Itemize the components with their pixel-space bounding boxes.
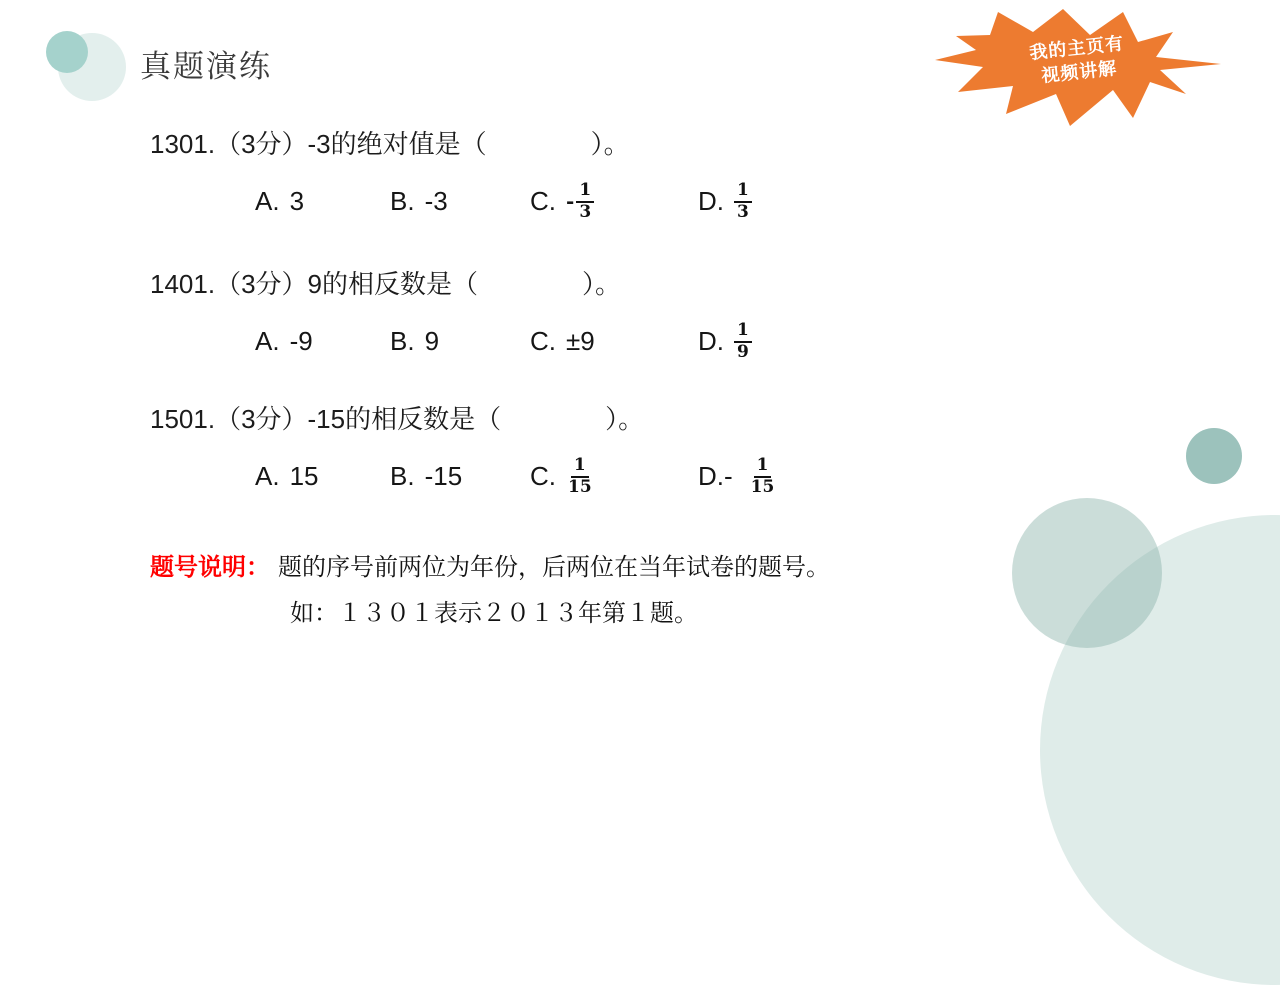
question-1401 [150, 266, 850, 370]
fraction-numerator: 1 [734, 321, 752, 343]
option-d [698, 455, 850, 496]
option-value: ±9 [566, 325, 595, 356]
option-label: A. [255, 185, 280, 216]
fraction [566, 456, 594, 497]
fraction-denominator: 9 [737, 342, 749, 362]
fraction-denominator: 3 [579, 202, 592, 222]
option-value: 3 [289, 185, 305, 216]
option-value: -15 [424, 460, 463, 491]
fraction [734, 321, 752, 362]
fraction-denominator: 3 [737, 202, 749, 222]
option-label: C. [530, 325, 556, 356]
option-label: C. [530, 185, 556, 216]
option-b [390, 186, 530, 217]
option-c [530, 455, 698, 496]
option-value: 9 [424, 325, 440, 356]
question-text: 1301.（3分）-3的绝对值是（ ）。 [150, 129, 630, 159]
option-label: B. [390, 325, 415, 356]
decorative-circle-bottom-right-medium [1012, 498, 1162, 648]
badge-line-2: 视频讲解 [1040, 58, 1119, 86]
fraction [734, 181, 752, 222]
option-label: D.- [698, 460, 733, 491]
option-value: -9 [289, 325, 313, 356]
fraction-numerator: 1 [734, 181, 752, 203]
badge-line-1: 我的主页有 [1028, 33, 1126, 63]
option-label: C. [530, 460, 556, 491]
question-1301 [150, 126, 850, 230]
decorative-circle-bottom-right-small [1186, 428, 1242, 484]
note-line [150, 551, 830, 585]
option-b [390, 461, 530, 492]
options-row [255, 447, 850, 505]
option-a [255, 186, 390, 217]
options-row [255, 172, 850, 230]
note-text: 题的序号前两位为年份，后两位在当年试卷的题号。 [278, 554, 830, 581]
option-label: D. [698, 325, 724, 356]
fraction-numerator: 1 [571, 456, 589, 478]
options-row [255, 312, 850, 370]
fraction [749, 456, 777, 497]
option-value: 15 [289, 460, 319, 491]
option-d [698, 320, 850, 361]
fraction-denominator: 15 [750, 477, 775, 497]
fraction-numerator: 1 [754, 456, 772, 478]
option-a [255, 326, 390, 357]
page-title: 真题演练 [140, 49, 272, 84]
option-c [530, 326, 698, 357]
note-example: 如：１３０１表示２０１３年第１题。 [290, 600, 698, 627]
option-a [255, 461, 390, 492]
fraction-denominator: 15 [568, 477, 592, 497]
video-badge [928, 2, 1228, 130]
option-d [698, 180, 850, 221]
question-text: 1501.（3分）-15的相反数是（ ）。 [150, 404, 645, 434]
option-label: B. [390, 460, 415, 491]
option-value: -3 [424, 185, 448, 216]
minus-sign: - [566, 189, 575, 213]
option-c [530, 180, 698, 221]
note-label: 题号说明： [150, 554, 270, 581]
option-label: D. [698, 185, 724, 216]
option-label: B. [390, 185, 415, 216]
question-text: 1401.（3分）9的相反数是（ ）。 [150, 269, 621, 299]
option-b [390, 326, 530, 357]
fraction [576, 181, 594, 222]
option-label: A. [255, 460, 280, 491]
question-1501 [150, 401, 850, 505]
fraction-numerator: 1 [576, 181, 594, 203]
decorative-circle-top-left-dark [46, 31, 88, 73]
option-label: A. [255, 325, 280, 356]
